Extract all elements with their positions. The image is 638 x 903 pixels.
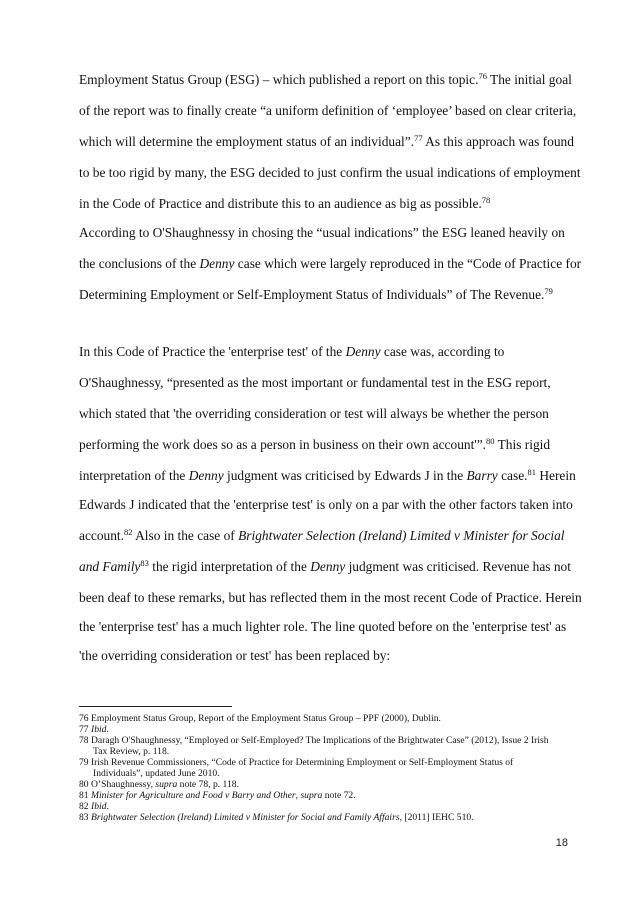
footnote-reference: 78 (481, 195, 491, 205)
body-line (79, 468, 576, 484)
text-run: note 78, p. 118. (177, 779, 239, 790)
text-run: This rigid (494, 437, 551, 452)
body-line (79, 406, 549, 422)
footnote-reference: 80 (486, 436, 495, 446)
body-line (79, 287, 553, 303)
text-run: account. (79, 528, 124, 543)
text-run: O'Shaughnessy, “presented as the most important or fundamental test in the ESG report, (79, 375, 551, 390)
text-run: . (106, 724, 109, 735)
italic-text: Ibid (91, 801, 107, 812)
footnote-separator (79, 706, 232, 707)
text-run: which will determine the employment status of an individual”. (79, 134, 415, 149)
body-line (79, 648, 390, 664)
body-line (79, 165, 581, 181)
footnote-line (93, 768, 220, 779)
footnote-reference: 83 (140, 558, 149, 568)
text-run: In this Code of Practice the 'enterprise test' of the (79, 344, 346, 359)
text-run: Also in the case of (132, 528, 239, 543)
footnote-line (79, 735, 549, 746)
body-line (79, 196, 490, 212)
text-run: the conclusions of the (79, 256, 200, 271)
text-run: 81 (79, 790, 91, 801)
text-run: , [2011] IEHC 510. (399, 812, 474, 823)
italic-text: supra (155, 779, 178, 790)
page-number: 18 (555, 837, 568, 849)
italic-text: Brightwater Selection (Ireland) Limited v Minister for Social (238, 528, 565, 543)
italic-text: Denny (188, 468, 224, 483)
body-line (79, 497, 573, 513)
text-run: 76 Employment Status Group, Report of the Employment Status Group – PPF (2000), Dublin. (79, 713, 441, 724)
text-run: the rigid interpretation of the (148, 559, 311, 574)
text-run: , (295, 790, 301, 801)
body-line (79, 344, 504, 360)
italic-text: Denny (345, 344, 381, 359)
footnote-reference: 77 (414, 133, 423, 143)
text-run: case. (497, 468, 528, 483)
footnote-line (93, 746, 169, 757)
footnote-line (79, 779, 239, 790)
text-run: 79 Irish Revenue Commissioners, “Code of Practice for Determining Employment or Self-Employment Status of (79, 757, 514, 768)
italic-text: and Family (79, 559, 141, 574)
body-line (79, 559, 571, 575)
footnote-reference: 79 (544, 286, 553, 296)
body-line (79, 103, 576, 119)
text-run: As this approach was found (422, 134, 574, 149)
footnote-line (79, 812, 474, 823)
body-line (79, 619, 566, 635)
footnote-line (79, 801, 109, 812)
text-run: note 72. (322, 790, 356, 801)
text-run: 78 Daragh O'Shaughnessy, “Employed or Self-Employed? The Implications of the Brightwater Case” (2012), Issue 2 Irish (79, 735, 549, 746)
body-line (79, 134, 574, 150)
footnote-line (79, 724, 109, 735)
footnote-line (79, 790, 356, 801)
body-line (79, 590, 582, 606)
text-run: Determining Employment or Self-Employment Status of Individuals” of The Revenue. (79, 287, 545, 302)
text-run: Herein (536, 468, 576, 483)
text-run: Individuals”, updated June 2010. (93, 768, 220, 779)
text-run: The initial goal (486, 72, 572, 87)
text-run: performing the work does so as a person in business on their own account'”. (79, 437, 487, 452)
footnote-reference: 82 (123, 527, 133, 537)
text-run: 'the overriding consideration or test' has been replaced by: (79, 648, 391, 663)
italic-text: Minister for Agriculture and Food v Barry and Other (91, 790, 296, 801)
body-line (79, 225, 565, 241)
text-run: to be too rigid by many, the ESG decided to just confirm the usual indications of employment (79, 165, 581, 180)
text-run: 80 O’Shaughnessy, (79, 779, 156, 790)
italic-text: Denny (310, 559, 346, 574)
text-run: 77 (79, 724, 91, 735)
footnote-reference: 81 (527, 467, 536, 477)
italic-text: Brightwater Selection (Ireland) Limited v Minister for Social and Family Affairs (91, 812, 400, 823)
text-run: Tax Review, p. 118. (93, 746, 170, 757)
text-run: 82 (79, 801, 91, 812)
text-run: 83 (79, 812, 91, 823)
footnote-line (79, 713, 441, 724)
text-run: judgment was criticised by Edwards J in the (223, 468, 467, 483)
body-line (79, 72, 572, 88)
text-run: of the report was to finally create “a uniform definition of ‘employee’ based on clear criteria, (79, 103, 577, 118)
italic-text: supra (300, 790, 323, 801)
italic-text: Denny (199, 256, 235, 271)
text-run: been deaf to these remarks, but has reflected them in the most recent Code of Practice. Herein (79, 590, 582, 605)
text-run: the 'enterprise test' has a much lighter role. The line quoted before on the 'enterprise test' as (79, 619, 567, 634)
text-run: case which were largely reproduced in the “Code of Practice for (234, 256, 582, 271)
body-line (79, 256, 581, 272)
italic-text: Barry (466, 468, 498, 483)
footnote-line (79, 757, 513, 768)
text-run: According to O'Shaughnessy in chosing the “usual indications” the ESG leaned heavily on (79, 225, 565, 240)
text-run: Edwards J indicated that the 'enterprise test' is only on a par with the other factors taken into (79, 497, 573, 512)
text-run: judgment was criticised. Revenue has not (345, 559, 571, 574)
text-run: Employment Status Group (ESG) – which published a report on this topic. (79, 72, 479, 87)
body-line (79, 375, 551, 391)
text-run: case was, according to (380, 344, 505, 359)
text-run: which stated that 'the overriding consideration or test will always be whether the person (79, 406, 549, 421)
text-run: . (106, 801, 109, 812)
body-line (79, 528, 565, 544)
text-run: interpretation of the (79, 468, 189, 483)
footnote-reference: 76 (478, 71, 487, 81)
text-run: in the Code of Practice and distribute this to an audience as big as possible. (79, 196, 482, 211)
italic-text: Ibid (91, 724, 107, 735)
body-line (79, 437, 550, 453)
